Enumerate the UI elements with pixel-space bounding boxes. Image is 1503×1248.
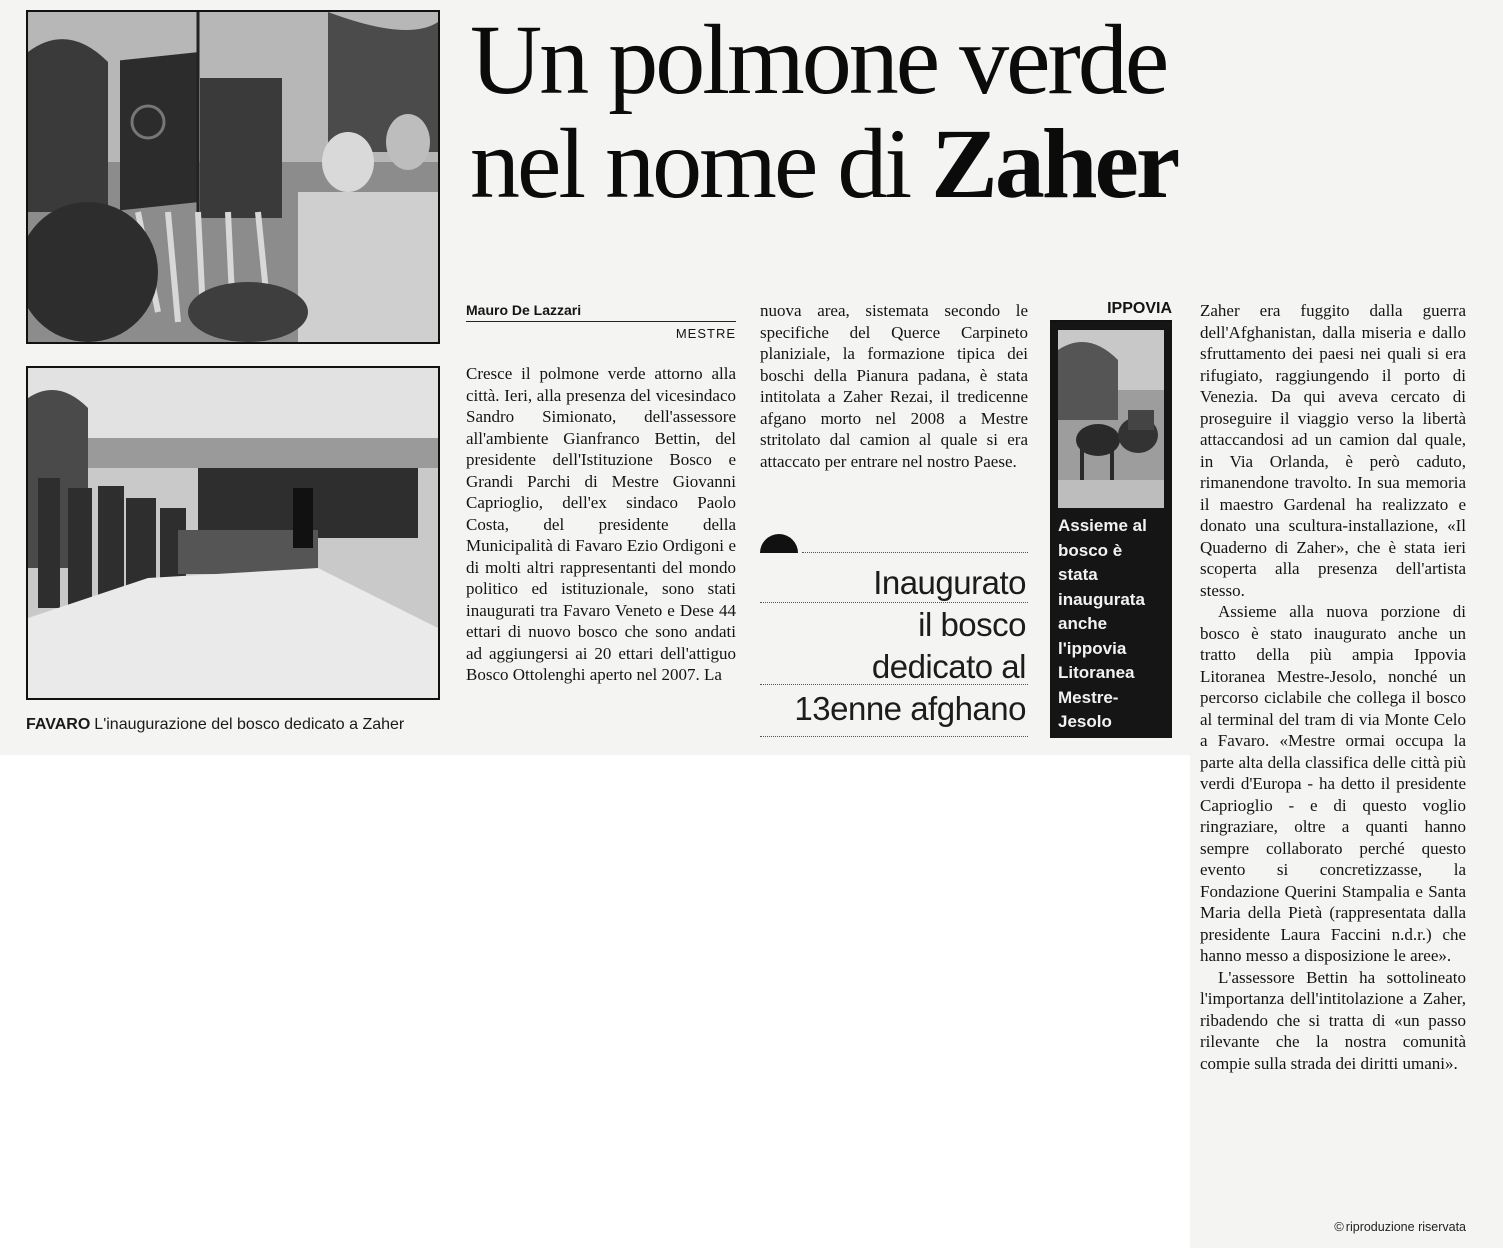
- caption-location: FAVARO: [26, 716, 91, 733]
- photo-horse-carriage: [1058, 330, 1164, 508]
- headline-line-2-prefix: nel nome di: [470, 108, 932, 219]
- article-column-4: [1200, 300, 1466, 1074]
- dateline-place: MESTRE: [675, 326, 736, 341]
- photo-caption: [26, 716, 446, 734]
- author-byline: Mauro De Lazzari: [466, 302, 736, 322]
- divider: [760, 736, 1028, 737]
- copyright-icon: ©: [1334, 1219, 1344, 1234]
- sidebar-box-panel: [1050, 322, 1172, 738]
- article-paragraph: Assieme alla nuova porzione di bosco è stato inaugurato anche un tratto della più ampia Ippovia Litoranea Mestre-Jesolo, nonché un percorso ciclabile che collega il bosco al terminal del tram di via Monte Celo a Favaro. «Mestre ormai occupa la parte alta della classifica delle città più verdi d'Europa - ha detto il presidente Caprioglio - e di questo voglio ringraziare, oltre a quanti hanno sempre collaborato perché questo evento si concretizzasse, la Fondazione Querini Stampalia e Santa Maria della Pietà (rappresentata dalla presidente Laura Faccini n.d.r.) che hanno messo a disposizione le aree».: [1200, 602, 1466, 965]
- sidebar-box-text: Assieme al bosco è stata inaugurata anche l'ippovia Litoranea Mestre- Jesolo: [1058, 516, 1147, 731]
- pull-quote-marker: [760, 534, 798, 553]
- article-column-1: [466, 363, 736, 686]
- headline: [470, 4, 1370, 219]
- article-paragraph: L'assessore Bettin ha sottolineato l'importanza dell'intitolazione a Zaher, ribadendo che si tratta di «un passo rilevante che la nostra comunità compie sulla strada dei diritti umani».: [1200, 967, 1466, 1073]
- copyright-text: riproduzione riservata: [1345, 1220, 1466, 1234]
- sidebar-box-ippovia: [1050, 300, 1172, 738]
- caption-text: L'inaugurazione del bosco dedicato a Zaher: [94, 716, 405, 733]
- headline-line-1: Un polmone verde: [470, 4, 1167, 115]
- pull-quote: [760, 534, 1028, 740]
- article-paragraph: Cresce il polmone verde attorno alla città. Ieri, alla presenza del vicesindaco Sandro Simionato, dell'assessore all'ambiente Gianfranco Bettin, del presidente dell'Istituzione Bosco e Grandi Parchi di Mestre Giovanni Caprioglio, dell'ex sindaco Paolo Costa, del presidente della Municipalità di Favaro Ezio Ordigoni e di molti altri rappresentanti del mondo politico ed istituzionale, sono stati inaugurati tra Favaro Veneto e Dese 44 ettari di nuovo bosco che sono andati ad aggiungersi ai 20 ettari dell'attiguo Bosco Ottolenghi aperto nel 2007. La: [466, 364, 736, 684]
- divider: [802, 552, 1028, 553]
- article-paragraph: Zaher era fuggito dalla guerra dell'Afghanistan, dalla miseria e dallo sfruttamento dei paesi nei quali si era rifugiato, raggiungendo il porto di Venezia. Da qui aveva cercato di proseguire il viaggio verso la libertà attaccandosi ad un camion dal quale, in Via Orlanda, è però caduto, rimanendone travolto. In sua memoria il maestro Gardenal ha realizzato e donato una scultura-installazione, «Il Quaderno di Zaher», che è stata ieri scoperta alla presenza dell'artista stesso.: [1200, 301, 1466, 600]
- headline-line-2: [470, 108, 1370, 219]
- photo-crowd-inauguration: [26, 366, 440, 700]
- article-paragraph: nuova area, sistemata secondo le specifiche del Querce Carpineto planiziale, la formazione tipica dei boschi della Pianura padana, è stata intitolata a Zaher Rezai, il tredicenne afgano morto nel 2008 a Mestre stritolato dal camion al quale si era attaccato per entrare nel nostro Paese.: [760, 301, 1028, 471]
- sidebar-box-label: IPPOVIA: [1050, 300, 1172, 322]
- headline-line-2-name: Zaher: [931, 108, 1178, 219]
- photo-sculpture-unveiling: [26, 10, 440, 344]
- article-column-2: [760, 300, 1028, 472]
- copyright-notice: [1270, 1219, 1466, 1234]
- pull-quote-text: Inaugurato il bosco dedicato al 13enne afghano: [794, 564, 1026, 727]
